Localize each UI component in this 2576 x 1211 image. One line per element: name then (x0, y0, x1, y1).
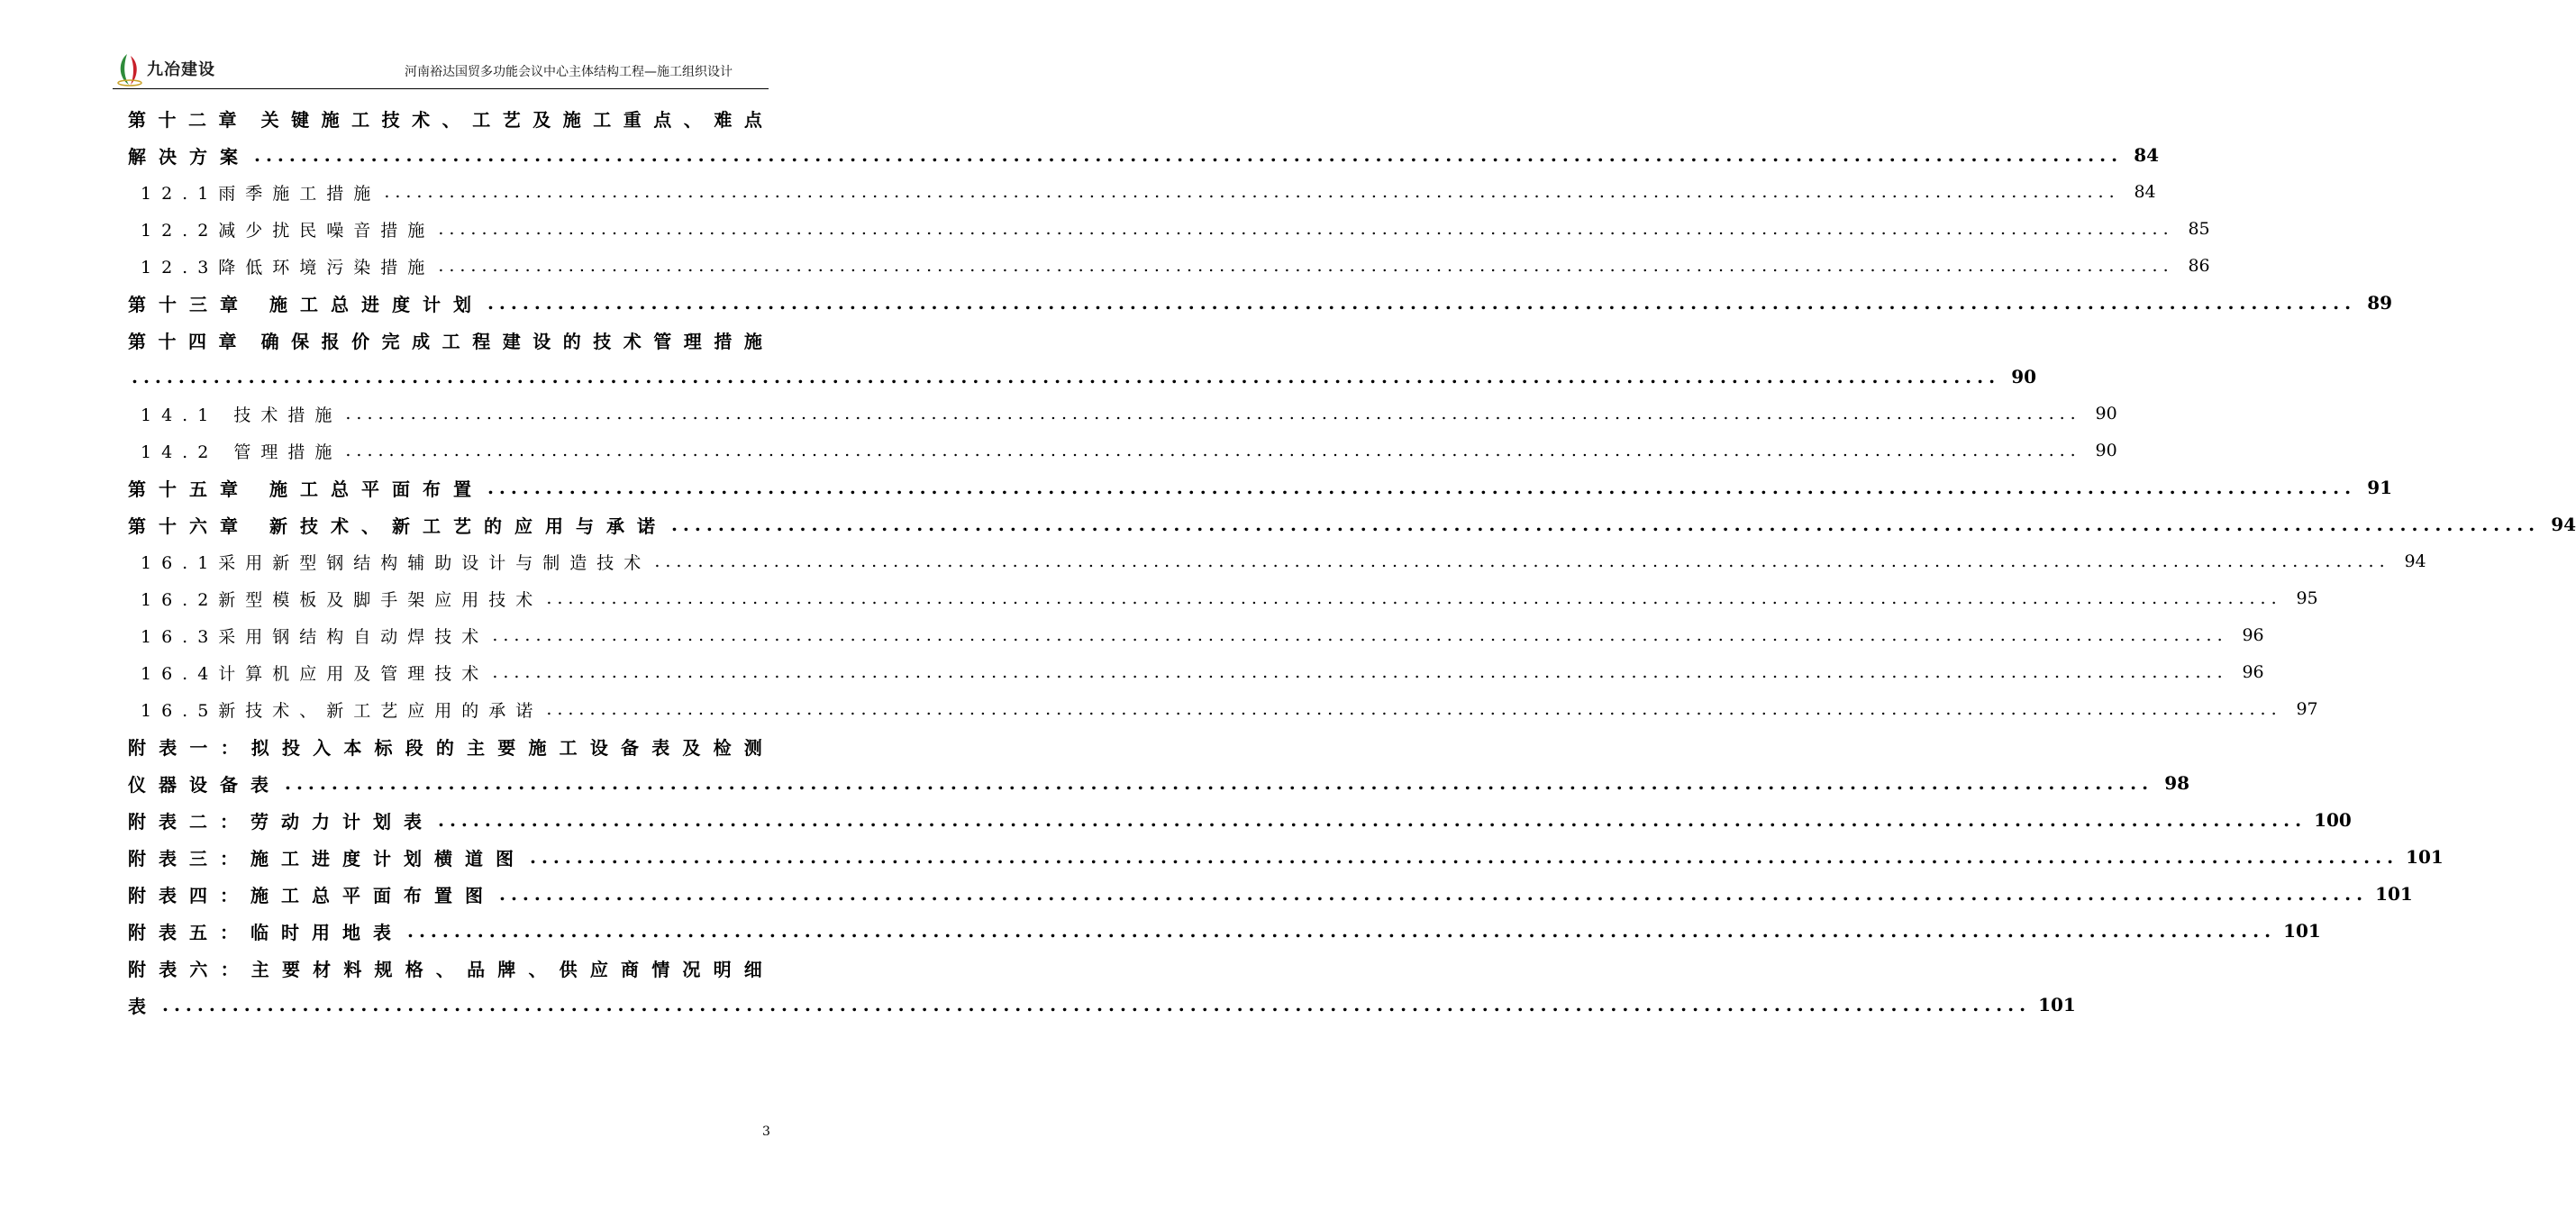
toc-section-entry (128, 400, 2117, 427)
toc-leader-dots: ................................................................................................................................................................ (438, 219, 2174, 239)
toc-page-number: 84 (2134, 144, 2160, 166)
toc-chapter-entry (128, 917, 2321, 944)
toc-entry-title: 第十六章 新技术、新工艺的应用与承诺 (128, 514, 668, 537)
toc-leader-dots: ................................................................................................................................................................ (438, 809, 2307, 831)
toc-leader-dots: ................................................................................................................................................................ (345, 441, 2081, 460)
toc-leader-dots: ................................................................................................................................................................ (546, 699, 2282, 719)
toc-entry-title: 第十五章 施工总平面布置 (128, 478, 484, 500)
toc-heading-text: 第 十 二 章 关 键 施 工 技 术 、 工 艺 及 施 工 重 点 、 难 点 (128, 108, 762, 131)
toc-page-number: 84 (2134, 182, 2156, 202)
toc-entry-title: 16.5新技术、新工艺应用的承诺 (141, 700, 543, 721)
toc-entry-title: 解决方案 (128, 145, 250, 168)
toc-heading-text: 附 表 六 ： 主 要 材 料 规 格 、 品 牌 、 供 应 商 情 况 明 细 (128, 958, 762, 980)
toc-page-number: 91 (2367, 477, 2393, 498)
toc-section-entry (128, 659, 2264, 686)
toc-chapter-entry (128, 511, 2576, 538)
toc-entry-title: 16.4计算机应用及管理技术 (141, 663, 489, 684)
toc-page-number: 90 (2011, 366, 2037, 387)
toc-page-number: 85 (2188, 219, 2210, 239)
toc-chapter-entry (128, 769, 2190, 797)
toc-entry-title: 12.3降低环境污染措施 (141, 257, 435, 278)
toc-page-number: 96 (2242, 662, 2264, 682)
toc-page-number: 97 (2296, 699, 2318, 719)
toc-page-number: 101 (2406, 846, 2444, 868)
toc-page-number: 90 (2095, 404, 2117, 423)
toc-chapter-entry (128, 843, 2444, 870)
toc-leader-dots: ................................................................................................................................................................ (530, 846, 2399, 868)
toc-leader-dots: ................................................................................................................................................................ (407, 920, 2277, 942)
toc-entry-title: 表 (128, 995, 159, 1017)
toc-leader-dots: ................................................................................................................................................................ (384, 182, 2120, 202)
toc-heading-line (128, 733, 762, 760)
toc-section-entry (128, 548, 2426, 575)
toc-chapter-entry (128, 363, 2037, 390)
toc-leader-dots: ................................................................................................................................................................ (438, 256, 2174, 276)
toc-page-number: 89 (2367, 292, 2393, 314)
toc-leader-dots: ................................................................................................................................................................ (487, 477, 2357, 498)
toc-heading-line (128, 105, 762, 132)
toc-entry-title: 12.1雨季施工措施 (141, 183, 381, 204)
toc-entry-title: 仪器设备表 (128, 773, 281, 796)
toc-page-number: 90 (2095, 441, 2117, 460)
toc-leader-dots: ................................................................................................................................................................ (546, 588, 2282, 608)
toc-entry-title: 14.2 管理措施 (141, 442, 342, 462)
page-number: 3 (762, 1124, 770, 1139)
toc-chapter-entry (128, 880, 2413, 907)
toc-section-entry (128, 437, 2117, 464)
toc-entry-title: 16.1采用新型钢结构辅助设计与制造技术 (141, 552, 651, 573)
toc-chapter-entry (128, 806, 2352, 833)
toc-page-number: 101 (2283, 920, 2321, 942)
document-title: 河南裕达国贸多功能会议中心主体结构工程—施工组织设计 (405, 65, 733, 79)
toc-leader-dots: ................................................................................................................................................................ (132, 366, 2001, 387)
toc-page-number: 98 (2164, 772, 2190, 794)
toc-chapter-entry (128, 474, 2393, 501)
toc-heading-line (128, 954, 762, 981)
toc-page-number: 95 (2296, 588, 2318, 608)
toc-heading-line (128, 326, 762, 353)
toc-leader-dots: ................................................................................................................................................................ (670, 514, 2541, 535)
toc-page-number: 101 (2375, 883, 2413, 905)
toc-section-entry (128, 696, 2318, 723)
toc-page-number: 94 (2551, 514, 2576, 535)
toc-entry-title: 第十三章 施工总进度计划 (128, 293, 484, 315)
toc-section-entry (128, 178, 2156, 205)
toc-page-number: 94 (2404, 551, 2426, 571)
toc-chapter-entry (128, 991, 2076, 1018)
toc-entry-title: 附表四：施工总平面布置图 (128, 884, 496, 906)
toc-heading-text: 附 表 一 ： 拟 投 入 本 标 段 的 主 要 施 工 设 备 表 及 检 测 (128, 736, 762, 759)
toc-heading-text: 第 十 四 章 确 保 报 价 完 成 工 程 建 设 的 技 术 管 理 措 施 (128, 330, 762, 352)
toc-leader-dots: ................................................................................................................................................................ (285, 772, 2154, 794)
toc-entry-title: 12.2减少扰民噪音措施 (141, 220, 435, 241)
toc-leader-dots: ................................................................................................................................................................ (492, 662, 2228, 682)
toc-section-entry (128, 215, 2210, 242)
toc-section-entry (128, 585, 2318, 612)
toc-entry-title: 附表二：劳动力计划表 (128, 810, 434, 833)
toc-section-entry (128, 622, 2264, 649)
toc-page-number: 86 (2188, 256, 2210, 276)
toc-entry-title: 16.3采用钢结构自动焊技术 (141, 626, 489, 647)
toc-page-number: 96 (2242, 625, 2264, 645)
toc-section-entry (128, 252, 2210, 279)
toc-entry-title: 16.2新型模板及脚手架应用技术 (141, 589, 543, 610)
toc-leader-dots: ................................................................................................................................................................ (162, 994, 2032, 1015)
toc-entry-title: 附表五：临时用地表 (128, 921, 404, 943)
toc-leader-dots: ................................................................................................................................................................ (654, 551, 2390, 571)
toc-leader-dots: ................................................................................................................................................................ (254, 144, 2124, 166)
toc-leader-dots: ................................................................................................................................................................ (345, 404, 2081, 423)
toc-leader-dots: ................................................................................................................................................................ (487, 292, 2357, 314)
toc-entry-title: 14.1 技术措施 (141, 405, 342, 425)
toc-entry-title: 附表三：施工进度计划横道图 (128, 847, 526, 870)
toc-chapter-entry (128, 289, 2393, 316)
toc-leader-dots: ................................................................................................................................................................ (492, 625, 2228, 645)
toc-chapter-entry (128, 141, 2160, 168)
toc-page-number: 100 (2314, 809, 2352, 831)
toc-page-number: 101 (2038, 994, 2076, 1015)
toc-leader-dots: ................................................................................................................................................................ (499, 883, 2369, 905)
company-name: 九冶建设 (147, 60, 215, 79)
